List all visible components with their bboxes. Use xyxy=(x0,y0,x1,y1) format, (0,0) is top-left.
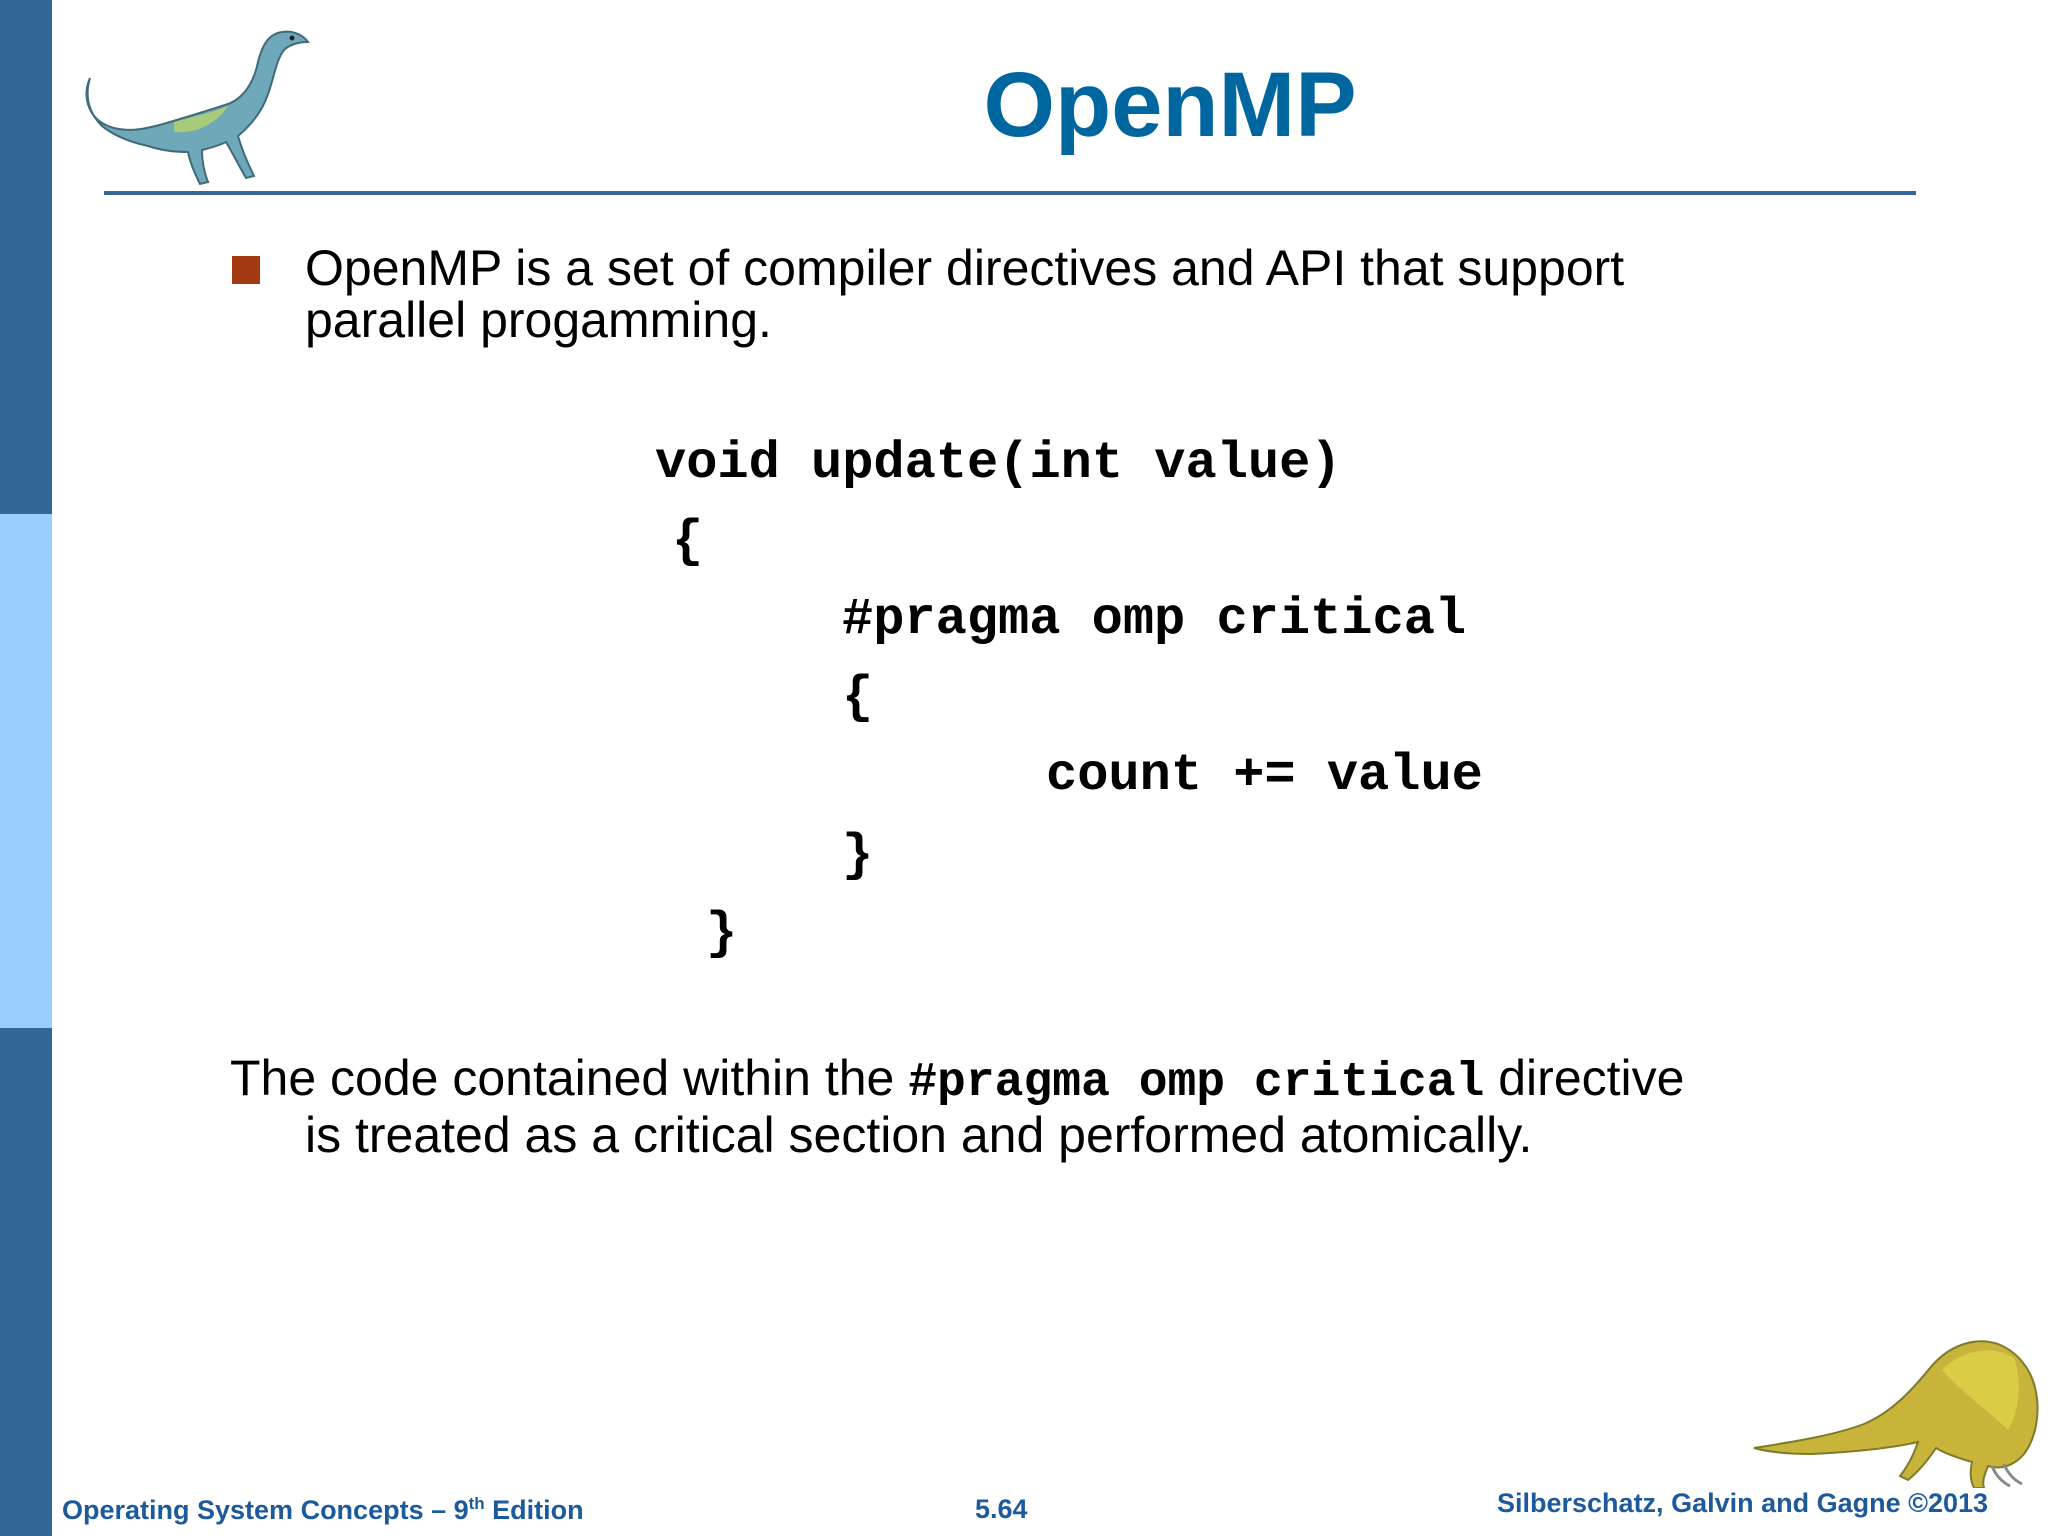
sidebar-middle-band xyxy=(0,514,52,1028)
bullet-text: OpenMP is a set of compiler directives and API that support parallel progamming. xyxy=(305,240,1625,348)
sidebar-bottom-band xyxy=(0,1028,52,1536)
code-line-1: void update(int value) xyxy=(655,434,1342,493)
footer-authors: Silberschatz, Galvin and Gagne ©2013 xyxy=(1497,1488,1989,1518)
code-line-5: count += value xyxy=(1046,746,1483,805)
footer-page-number: 5.64 xyxy=(975,1494,1028,1524)
code-line-7: } xyxy=(706,904,738,963)
code-line-6: } xyxy=(842,826,874,885)
footer-book-title xyxy=(62,1494,584,1526)
explanation-suffix: directive xyxy=(1498,1050,1685,1106)
code-line-4: { xyxy=(842,668,874,727)
bullet-square-icon xyxy=(232,256,260,284)
footer-book-sup: th xyxy=(468,1494,485,1513)
explanation-inline-code: #pragma omp critical xyxy=(908,1056,1485,1110)
footer-book-prefix: Operating System Concepts – 9 xyxy=(62,1495,469,1525)
dinosaur-bottom-icon xyxy=(1752,1330,2042,1488)
slide-title: OpenMP xyxy=(983,54,1357,156)
footer-book-suffix: Edition xyxy=(484,1495,584,1525)
explanation-line-2: is treated as a critical section and performed atomically. xyxy=(305,1107,1533,1163)
explanation-prefix: The code contained within the xyxy=(230,1050,895,1106)
explanation-paragraph xyxy=(230,1052,1830,1161)
code-line-2: { xyxy=(672,512,704,571)
title-divider xyxy=(104,191,1916,195)
sidebar-top-band xyxy=(0,0,52,514)
code-line-3: #pragma omp critical xyxy=(842,590,1467,649)
